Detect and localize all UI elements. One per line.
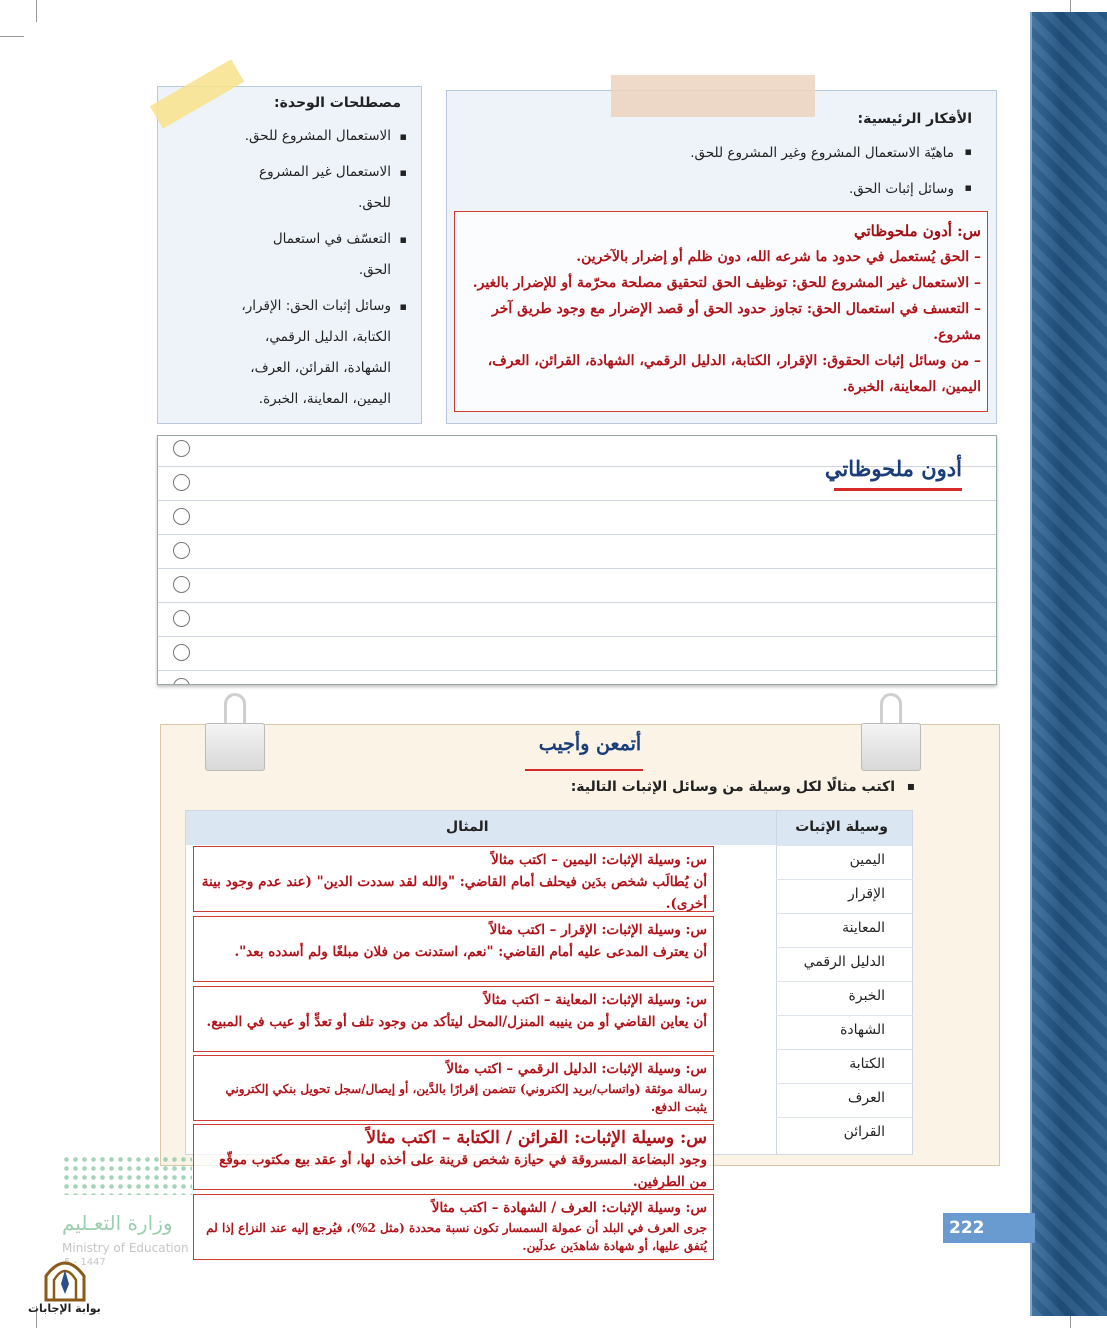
notebook-line [158,500,996,501]
gate-logo-label: بوابة الإجابات [28,1302,101,1315]
answer-text: أن يعاين القاضي أو من ينيبه المنزل/المحل ليتأكد من وجود تلف أو تعدٍّ أو عيب في المبيع. [206,1014,707,1030]
table-row [776,947,913,981]
answer-text: أن يُطالَب شخص بدَين فيحلف أمام القاضي: "والله لقد سددت الدين" (عند عدم وجود بينة أخرى). [201,874,707,912]
main-idea-item: ▪ وسائل إثبات الحق. [849,181,972,197]
title-underline [834,488,962,491]
answer-note [193,1055,714,1121]
unit-term-item: ▪ الاستعمال غير المشروع للحق. [241,157,409,219]
notebook-line [158,568,996,569]
means-cell: الدليل الرقمي [803,954,885,970]
binder-clip-icon [861,723,921,771]
answer-text: جرى العرف في البلد أن عمولة السمسار تكون نسبة محددة (مثل 2%)، فيُرجع إليه عند النزاع إذا لم يُتفق عليها، أو شهادة شاهدَين عدلَين. [206,1221,707,1253]
handwritten-notes [454,211,988,412]
notes-question: س: أدون ملحوظاتي [853,222,981,240]
answer-question: س: وسيلة الإثبات: القرائن / الكتابة – اكتب مثالاً [366,1128,707,1148]
ministry-logo-dots [62,1155,192,1195]
answer-note [193,986,714,1052]
means-cell: الخبرة [848,988,885,1004]
column-header-example: المثال [446,819,489,835]
binder-hole [173,576,190,593]
binder-hole [173,440,190,457]
binder-hole [173,542,190,559]
table-row [776,1117,913,1151]
table-row [776,845,913,879]
means-cell: الإقرار [848,886,885,902]
means-cell: الكتابة [849,1056,885,1072]
answer-note [193,1124,714,1190]
crop-mark [0,36,24,37]
title-underline [525,769,643,771]
notes-line: – من وسائل إثبات الحقوق: الإقرار، الكتابة، الدليل الرقمي، الشهادة، القرائن، العرف، اليمين، المعاينة، الخبرة. [487,353,981,395]
table-row [776,1049,913,1083]
unit-terms-list [168,121,409,415]
notebook-title: أدون ملحوظاتي [824,456,962,481]
binder-hole [173,610,190,627]
binder-hole [173,508,190,525]
answer-text: أن يعترف المدعى عليه أمام القاضي: "نعم، استدنت من فلان مبلغًا ولم أسدده بعد". [234,944,707,960]
answer-note [193,1194,714,1260]
page-number: 222 [943,1213,1035,1243]
table-row [776,1015,913,1049]
answer-question: س: وسيلة الإثبات: الإقرار – اكتب مثالاً [489,922,707,938]
main-ideas-title: الأفكار الرئيسية: [857,111,972,127]
notes-line: – الاستعمال غير المشروع للحق: توظيف الحق لتحقيق مصلحة محرّمة أو للإضرار بالغير. [472,275,981,291]
table-row [776,1083,913,1117]
answer-question: س: وسيلة الإثبات: الدليل الرقمي – اكتب مثالاً [446,1061,707,1077]
means-cell: الشهادة [840,1022,885,1038]
decorative-spine [1032,12,1107,1316]
column-header-means: وسيلة الإثبات [795,819,888,835]
means-cell: اليمين [849,852,885,868]
tape-decoration [611,75,815,117]
notebook-line [158,602,996,603]
activity-title: أتمعن وأجيب [538,733,642,755]
table-row [776,879,913,913]
tape-decoration [150,59,244,129]
notes-line: – التعسف في استعمال الحق: تجاوز حدود الحق أو قصد الإضرار مع وجود طريق آخر مشروع. [492,301,981,343]
answer-note [193,916,714,982]
binder-hole [173,678,190,685]
ministry-name-en: Ministry of Education [62,1241,189,1255]
means-cell: المعاينة [842,920,885,936]
activity-instruction: ▪ اكتب مثالًا لكل وسيلة من وسائل الإثبات التالية: [571,779,915,795]
means-cell: العرف [847,1090,885,1106]
unit-term-item: ▪ وسائل إثبات الحق: الإقرار، الكتابة، الدليل الرقمي، الشهادة، القرائن، العرف، اليمين، المعاينة، الخبرة. [226,291,409,415]
binder-hole [173,644,190,661]
notebook-line [158,636,996,637]
notebook-section [157,435,997,685]
crop-mark [36,0,37,22]
answer-text: رسالة موثقة (واتساب/بريد إلكتروني) تتضمن إقرارًا بالدَّين، أو إيصال/سجل تحويل بنكي إلكتروني يثبت الدفع. [225,1082,707,1114]
unit-terms-title: مصطلحات الوحدة: [274,95,401,111]
answer-text: وجود البضاعة المسروقة في حيازة شخص قرينة على أخذه لها، أو عقد بيع مكتوب موقّع من الطرفين. [219,1152,707,1190]
table-row [776,913,913,947]
notes-line: – الحق يُستعمل في حدود ما شرعه الله، دون ظلم أو إضرار بالآخرين. [576,249,981,265]
ministry-year: 5 - 1447 [64,1257,106,1268]
main-idea-item: ▪ ماهيّة الاستعمال المشروع وغير المشروع للحق. [690,145,972,161]
binder-clip-icon [205,723,265,771]
table-row [776,981,913,1015]
answer-question: س: وسيلة الإثبات: العرف / الشهادة – اكتب مثالاً [431,1200,707,1216]
gate-logo-icon [40,1254,90,1304]
ministry-name-ar: وزارة التعـليم [62,1211,173,1235]
answer-question: س: وسيلة الإثبات: اليمين – اكتب مثالاً [491,852,707,868]
unit-terms-box [157,86,422,424]
notebook-line [158,534,996,535]
means-cell: القرائن [843,1124,885,1140]
answer-question: س: وسيلة الإثبات: المعاينة – اكتب مثالاً [483,992,707,1008]
notebook-line [158,670,996,671]
answer-note [193,846,714,912]
binder-hole [173,474,190,491]
unit-term-item: ▪ التعسّف في استعمال الحق. [241,224,409,286]
unit-term-item: ▪ الاستعمال المشروع للحق. [168,121,409,152]
